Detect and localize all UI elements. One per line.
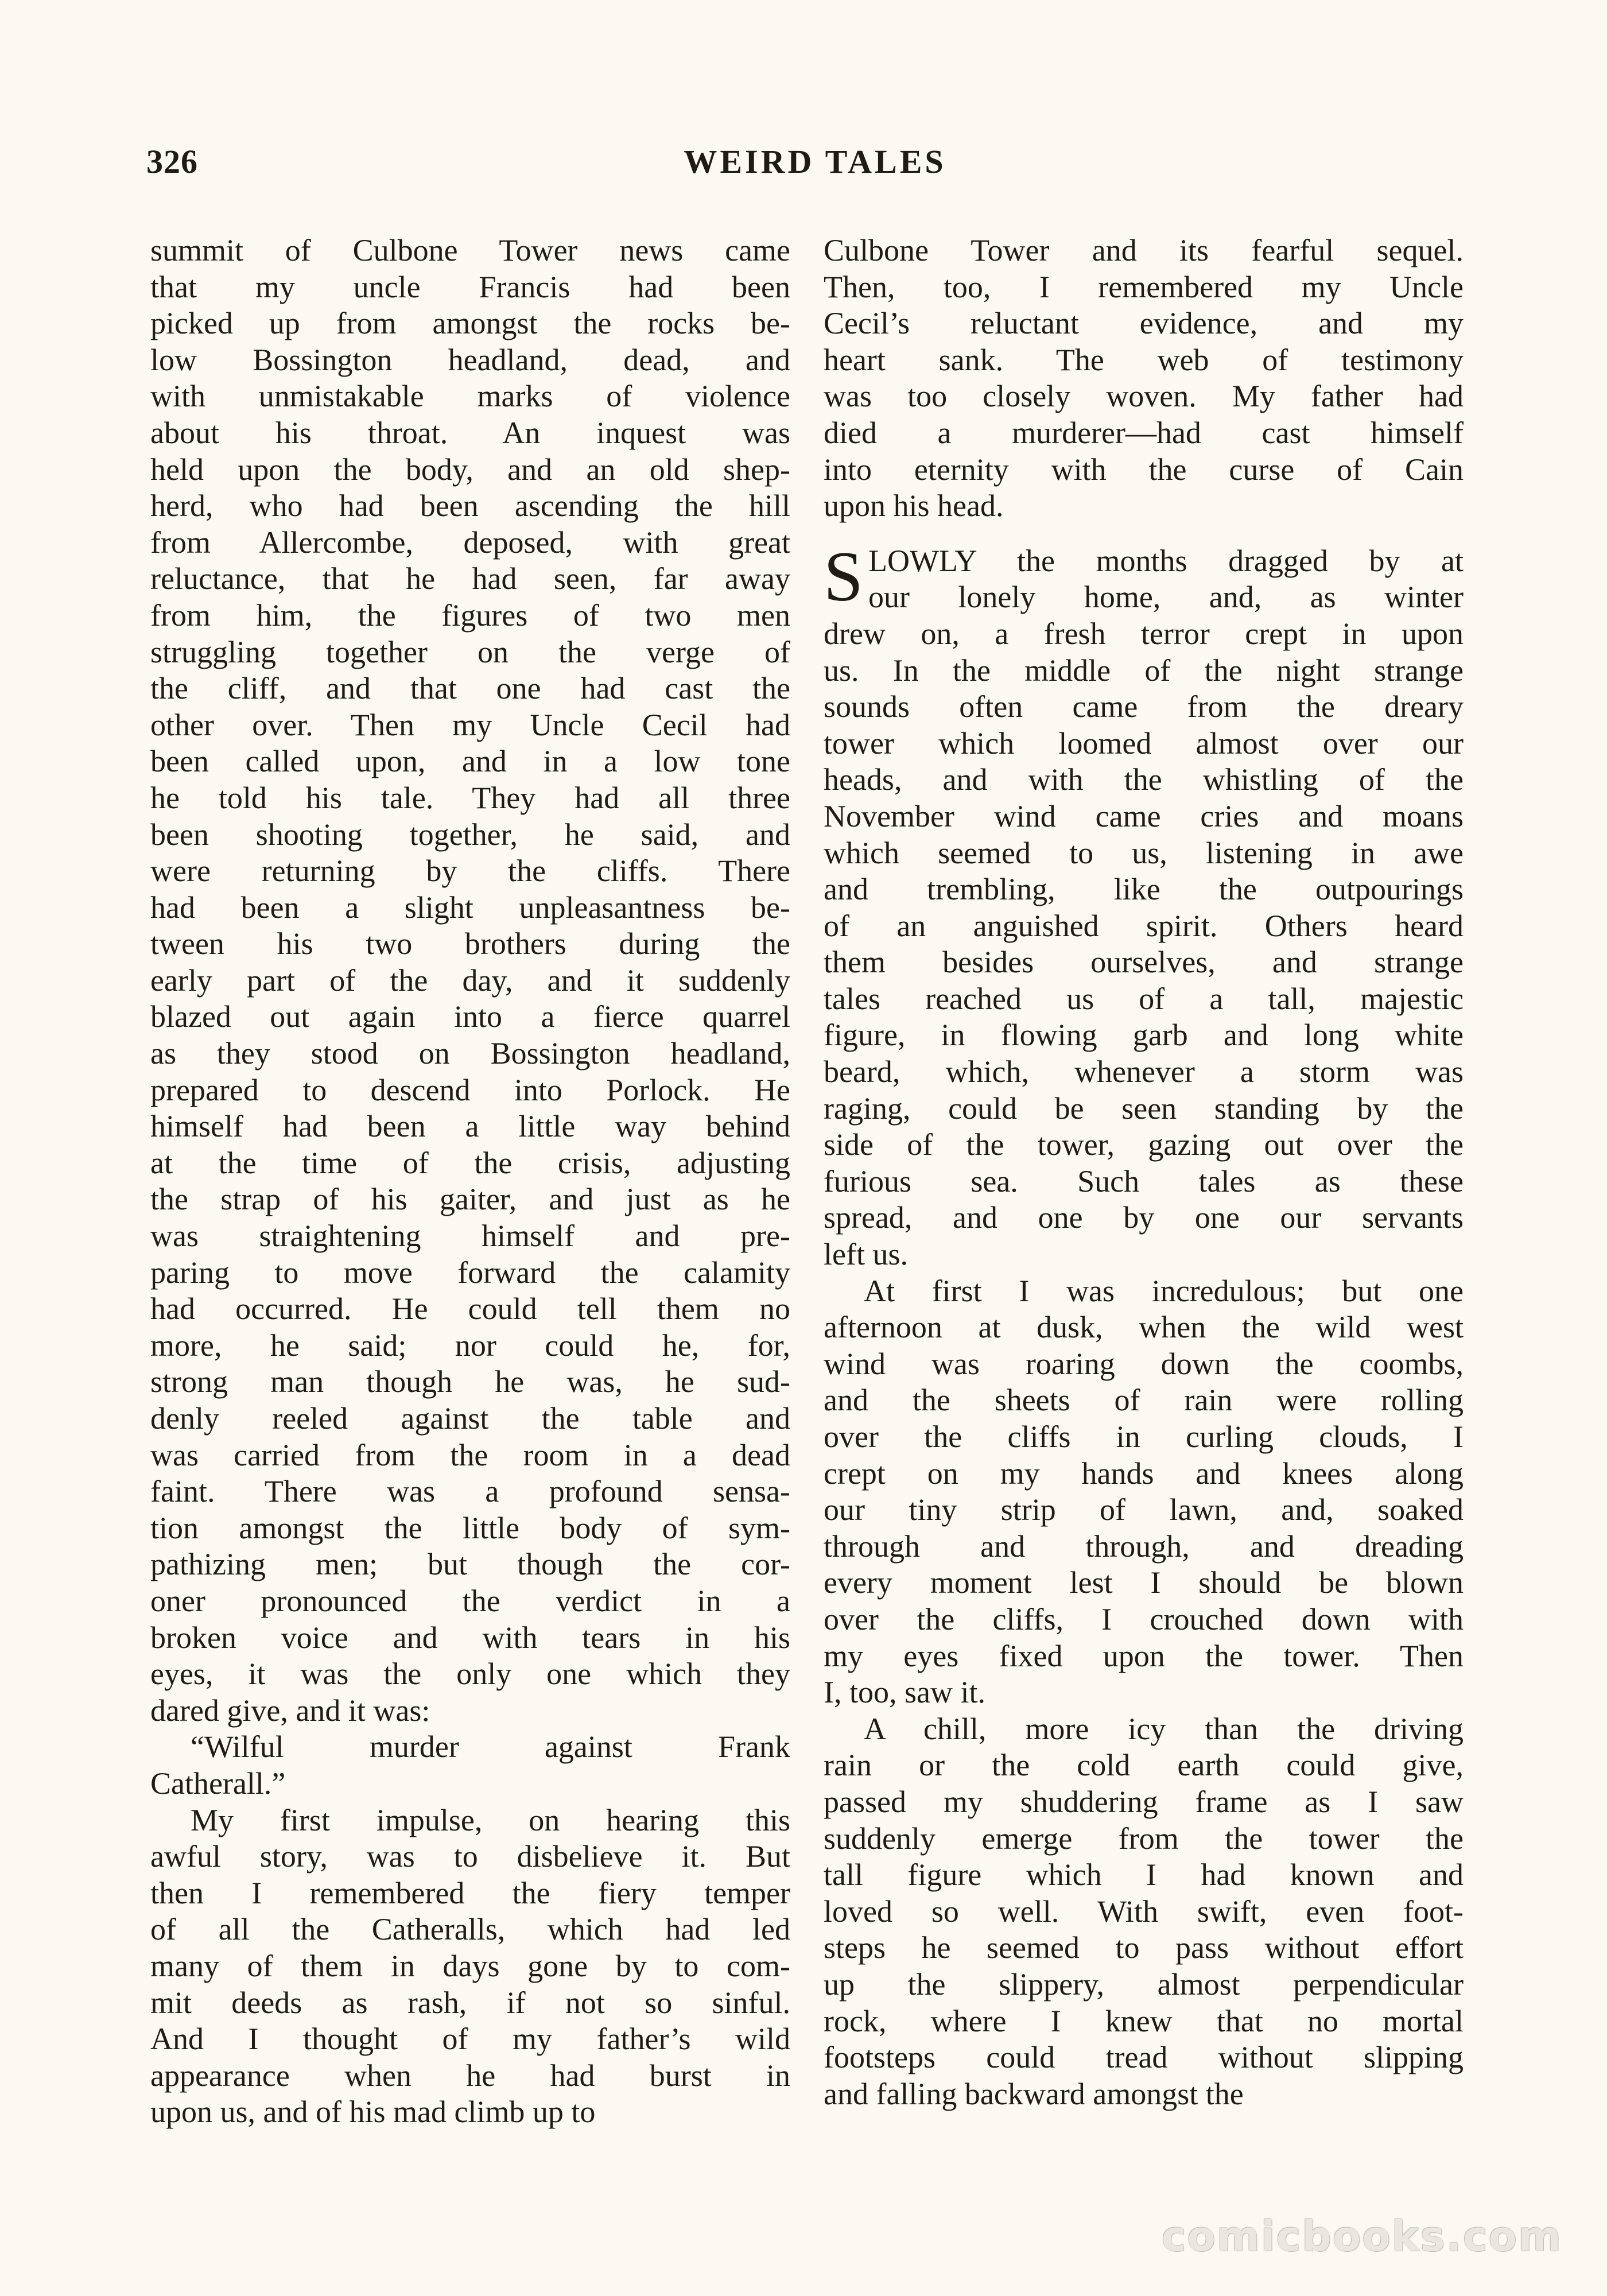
text-line: upon his head.: [824, 488, 1004, 523]
text-line: from him, the figures of two men: [150, 598, 790, 633]
text-line: sounds often came from the dreary: [824, 689, 1464, 724]
text-line: footsteps could tread without slipping: [824, 2040, 1464, 2075]
text-line: herd, who had been ascending the hill: [150, 488, 790, 523]
text-line: had occurred. He could tell them no: [150, 1292, 790, 1327]
text-line: heads, and with the whistling of the: [824, 762, 1464, 797]
text-line: more, he said; nor could he, for,: [150, 1328, 790, 1363]
text-line: crept on my hands and knees along: [824, 1456, 1464, 1491]
text-line: broken voice and with tears in his: [150, 1620, 790, 1655]
text-line: tower which loomed almost over our: [824, 726, 1464, 761]
text-line: eyes, it was the only one which they: [150, 1657, 790, 1692]
text-line: from Allercombe, deposed, with great: [150, 525, 790, 560]
text-line: “Wilful murder against Frank: [191, 1729, 790, 1764]
text-line: that my uncle Francis had been: [150, 269, 790, 304]
text-line: I, too, saw it.: [824, 1675, 985, 1710]
text-line: every moment lest I should be blown: [824, 1565, 1464, 1600]
text-line: the strap of his gaiter, and just as he: [150, 1182, 790, 1217]
text-line: strong man though he was, he sud-: [150, 1364, 790, 1399]
text-line: held upon the body, and an old shep-: [150, 452, 790, 487]
text-line: tion amongst the little body of sym-: [150, 1510, 790, 1545]
text-line: through and through, and dreading: [824, 1529, 1464, 1564]
drop-cap-paragraph: [824, 537, 1464, 2113]
text-line: rain or the cold earth could give,: [824, 1748, 1464, 1783]
text-line: low Bossington headland, dead, and: [150, 342, 790, 377]
text-line: suddenly emerge from the tower the: [824, 1821, 1464, 1856]
text-line: faint. There was a profound sensa-: [150, 1474, 790, 1509]
text-line: tales reached us of a tall, majestic: [824, 981, 1464, 1016]
text-line: was too closely woven. My father had: [824, 379, 1464, 414]
text-line: Then, too, I remembered my Uncle: [824, 269, 1464, 304]
text-line: Catherall.”: [150, 1766, 286, 1801]
text-line: been shooting together, he said, and: [150, 817, 790, 852]
drop-cap-letter: S: [824, 537, 863, 616]
text-line: prepared to descend into Porlock. He: [150, 1072, 790, 1107]
section-break: [824, 525, 1464, 543]
text-line: had been a slight unpleasantness be-: [150, 890, 790, 925]
text-line: raging, could be seen standing by the: [824, 1091, 1464, 1126]
text-line: other over. Then my Uncle Cecil had: [150, 707, 790, 742]
text-line: of an anguished spirit. Others heard: [824, 908, 1464, 943]
text-line: wind was roaring down the coombs,: [824, 1346, 1464, 1381]
right-text-column: [824, 232, 1464, 2112]
text-line: himself had been a little way behind: [150, 1109, 790, 1144]
text-line: LOWLY the months dragged by at: [868, 543, 1464, 578]
text-line: side of the tower, gazing out over the: [824, 1127, 1464, 1162]
text-line: were returning by the cliffs. There: [150, 854, 790, 889]
text-line: oner pronounced the verdict in a: [150, 1583, 790, 1618]
left-text-column: [150, 232, 790, 2131]
text-line: early part of the day, and it suddenly: [150, 963, 790, 998]
text-line: steps he seemed to pass without effort: [824, 1930, 1464, 1965]
text-line: drew on, a fresh terror crept in upon: [824, 616, 1464, 651]
text-line: our tiny strip of lawn, and, soaked: [824, 1492, 1464, 1527]
text-line: and the sheets of rain were rolling: [824, 1383, 1464, 1418]
text-line: at the time of the crisis, adjusting: [150, 1145, 790, 1180]
text-line: Culbone Tower and its fearful sequel.: [824, 233, 1464, 267]
text-line: over the cliffs, I crouched down with: [824, 1601, 1464, 1636]
text-line: struggling together on the verge of: [150, 634, 790, 669]
text-line: and falling backward amongst the: [824, 2076, 1244, 2111]
text-line: paring to move forward the calamity: [150, 1255, 790, 1290]
text-line: been called upon, and in a low tone: [150, 744, 790, 779]
text-line: figure, in flowing garb and long white: [824, 1018, 1464, 1053]
text-line: afternoon at dusk, when the wild west: [824, 1310, 1464, 1345]
text-line: many of them in days gone by to com-: [150, 1948, 790, 1983]
text-line: into eternity with the curse of Cain: [824, 452, 1464, 487]
text-line: dared give, and it was:: [150, 1693, 430, 1728]
text-line: then I remembered the fiery temper: [150, 1875, 790, 1910]
text-line: over the cliffs in curling clouds, I: [824, 1420, 1464, 1454]
text-line: tween his two brothers during the: [150, 926, 790, 961]
text-line: summit of Culbone Tower news came: [150, 233, 790, 267]
text-line: my eyes fixed upon the tower. Then: [824, 1638, 1464, 1673]
text-line: left us.: [824, 1237, 908, 1272]
text-line: blazed out again into a fierce quarrel: [150, 999, 790, 1034]
text-line: was straightening himself and pre-: [150, 1219, 790, 1254]
text-line: My first impulse, on hearing this: [191, 1802, 790, 1837]
text-line: our lonely home, and, as winter: [868, 580, 1464, 615]
text-line: about his throat. An inquest was: [150, 415, 790, 450]
text-line: us. In the middle of the night strange: [824, 653, 1464, 688]
text-line: denly reeled against the table and: [150, 1401, 790, 1436]
watermark: comicbooks.com: [1161, 2212, 1562, 2260]
text-line: appearance when he had burst in: [150, 2058, 790, 2093]
text-line: mit deeds as rash, if not so sinful.: [150, 1985, 790, 2020]
text-line: he told his tale. They had all three: [150, 780, 790, 815]
right-column-body: [824, 579, 1464, 2112]
text-line: passed my shuddering frame as I saw: [824, 1784, 1464, 1819]
text-line: A chill, more icy than the driving: [864, 1711, 1464, 1746]
text-line: which seemed to us, listening in awe: [824, 835, 1464, 870]
text-line: picked up from amongst the rocks be-: [150, 306, 790, 341]
text-line: of all the Catheralls, which had led: [150, 1912, 790, 1947]
text-line: the cliff, and that one had cast the: [150, 671, 790, 706]
text-line: them besides ourselves, and strange: [824, 945, 1464, 980]
text-line: was carried from the room in a dead: [150, 1437, 790, 1472]
text-line: Cecil’s reluctant evidence, and my: [824, 306, 1464, 341]
text-line: upon us, and of his mad climb up to: [150, 2095, 596, 2130]
text-line: rock, where I knew that no mortal: [824, 2003, 1464, 2038]
text-line: At first I was incredulous; but one: [864, 1273, 1464, 1308]
text-line: heart sank. The web of testimony: [824, 342, 1464, 377]
page-header: [0, 142, 1607, 188]
text-line: awful story, was to disbelieve it. But: [150, 1839, 790, 1874]
text-line: spread, and one by one our servants: [824, 1200, 1464, 1235]
text-line: furious sea. Such tales as these: [824, 1163, 1464, 1199]
page-number: 326: [146, 143, 198, 180]
text-line: as they stood on Bossington headland,: [150, 1036, 790, 1071]
text-line: And I thought of my father’s wild: [150, 2022, 790, 2057]
text-line: with unmistakable marks of violence: [150, 379, 790, 414]
text-line: loved so well. With swift, even foot-: [824, 1894, 1464, 1929]
magazine-title: WEIRD TALES: [684, 143, 946, 180]
text-line: died a murderer—had cast himself: [824, 415, 1464, 450]
text-line: up the slippery, almost perpendicular: [824, 1967, 1464, 2002]
text-line: beard, which, whenever a storm was: [824, 1054, 1464, 1089]
right-column-top-paragraph: [824, 232, 1464, 525]
text-line: tall figure which I had known and: [824, 1857, 1464, 1892]
text-line: November wind came cries and moans: [824, 798, 1464, 833]
text-line: and trembling, like the outpourings: [824, 872, 1464, 907]
text-line: reluctance, that he had seen, far away: [150, 561, 790, 596]
text-line: pathizing men; but though the cor-: [150, 1547, 790, 1582]
